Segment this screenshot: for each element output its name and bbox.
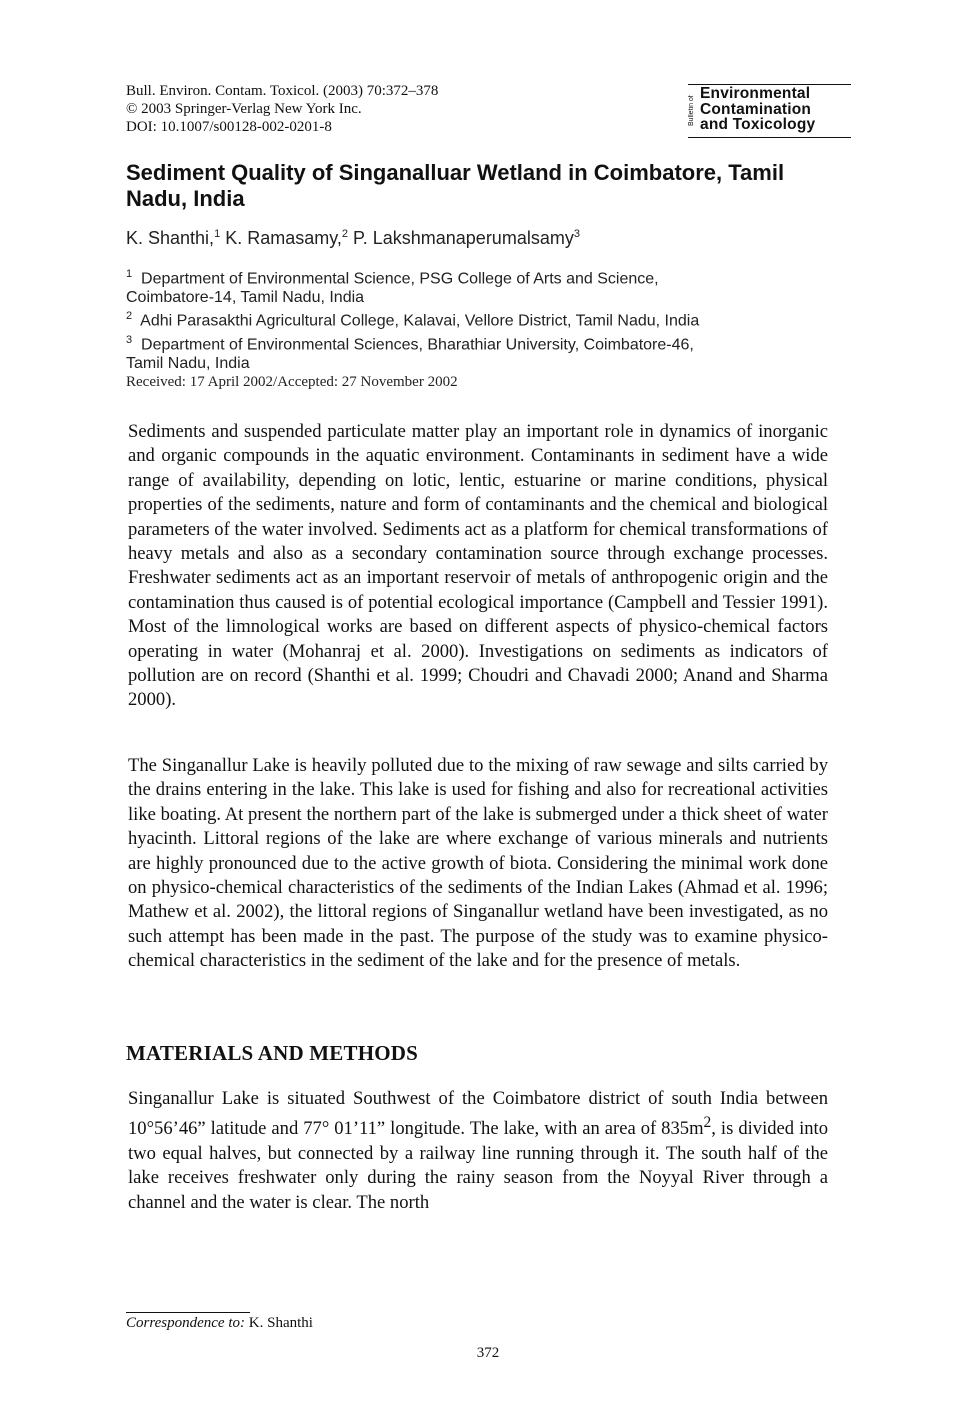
- paragraph-text: Singanallur Lake is situated Southwest of the Coimbatore district of south India between 10°56’46” latitude and 77° 01’11” longitude. The lake, with an area of 835m: [128, 1088, 828, 1140]
- doi-line: DOI: 10.1007/s00128-002-0201-8: [126, 119, 332, 135]
- body-paragraph: Sediments and suspended particulate matter play an important role in dynamics of inorganic and organic compounds in the aquatic environment. Contaminants in sediment have a wide range of availability, depending on lotic, lentic, estuarine or marine conditions, physical properties of the sediments, nature and form of contaminants and the chemical and biological parameters of the water involved. Sediments act as a platform for chemical transformations of heavy metals and also as a secondary contamination source through exchange processes. Freshwater sediments act as an important reservoir of metals of anthropogenic origin and the contamination thus caused is of potential ecological importance (Campbell and Tessier 1991). Most of the limnological works are based on different aspects of physico-chemical factors operating in water (Mohanraj et al. 2000). Investigations on sediments as indicators of pollution are on record (Shanthi et al. 1999; Choudri and Chavadi 2000; Anand and Sharma 2000).: [128, 421, 828, 711]
- journal-header: [126, 82, 438, 136]
- affiliation-2: [126, 307, 846, 330]
- logo-line-2: Contamination: [700, 100, 812, 118]
- journal-logo: [688, 84, 851, 138]
- body-paragraph: [128, 1087, 828, 1215]
- section-heading: MATERIALS AND METHODS: [126, 1041, 419, 1065]
- copyright-line: © 2003 Springer-Verlag New York Inc.: [126, 101, 362, 117]
- logo-side-text: Bulletin of: [688, 95, 695, 127]
- logo-line-1: Environmental: [700, 85, 811, 102]
- paragraph-text: , is divided into two equal halves, but connected by a railway line running through it. The south half of the lake receives freshwater only during the rainy season from the Noyyal River through a channel and the water is clear. The north: [128, 1118, 828, 1213]
- received-date: Received: 17 April 2002/Accepted: 27 November 2002: [126, 374, 458, 390]
- affiliation-1: [126, 265, 846, 288]
- author-affiliation-marker: 3: [573, 228, 580, 240]
- correspondence-name: K. Shanthi: [245, 1315, 313, 1331]
- affiliation-text: Department of Environmental Sciences, Bharathiar University, Coimbatore-46,: [141, 335, 694, 353]
- affiliation-1-continued: Coimbatore-14, Tamil Nadu, India: [126, 289, 365, 307]
- affiliation-marker: 1: [126, 268, 133, 280]
- affiliation-text: Department of Environmental Science, PSG College of Arts and Science,: [141, 270, 659, 288]
- correspondence-note: [126, 1315, 313, 1332]
- page-number: 372: [476, 1345, 500, 1361]
- affiliation-marker: 3: [126, 333, 133, 346]
- article-title: Sediment Quality of Singanalluar Wetland in Coimbatore, Tamil Nadu, India: [126, 160, 785, 211]
- affiliation-3: [126, 331, 846, 354]
- footnote-rule: [126, 1312, 250, 1313]
- affiliation-3-continued: Tamil Nadu, India: [126, 354, 250, 372]
- superscript: 2: [703, 1114, 712, 1132]
- body-paragraph: The Singanallur Lake is heavily polluted due to the mixing of raw sewage and silts carried by the drains entering in the lake. This lake is used for fishing and also for recreational activities like boating. At present the northern part of the lake is submerged under a thick sheet of water hyacinth. Littoral regions of the lake are where exchange of various minerals and nutrients are highly pronounced due to the active growth of biota. Considering the minimal work done on physico-chemical characteristics of the sediments of the Indian Lakes (Ahmad et al. 1996; Mathew et al. 2002), the littoral regions of Singanallur wetland have been investigated, as no such attempt has been made in the past. The purpose of the study was to examine physico-chemical characteristics in the sediment of the lake and for the presence of metals.: [128, 755, 828, 972]
- correspondence-label: Correspondence to:: [126, 1315, 246, 1331]
- author-name: P. Lakshmanaperumalsamy: [353, 228, 574, 248]
- affiliation-text: Adhi Parasakthi Agricultural College, Kalavai, Vellore District, Tamil Nadu, India: [140, 312, 700, 330]
- logo-wordmark: [700, 86, 815, 133]
- affiliation-marker: 2: [126, 310, 133, 323]
- affiliations: [126, 265, 846, 373]
- logo-line-3: and Toxicology: [700, 116, 816, 133]
- author-name: K. Shanthi,: [126, 228, 215, 248]
- author-affiliation-marker: 1: [214, 228, 221, 240]
- journal-citation: Bull. Environ. Contam. Toxicol. (2003) 70:372–378: [126, 83, 439, 99]
- author-list: [126, 228, 580, 249]
- author-name: K. Ramasamy,: [225, 228, 342, 248]
- author-affiliation-marker: 2: [341, 228, 349, 240]
